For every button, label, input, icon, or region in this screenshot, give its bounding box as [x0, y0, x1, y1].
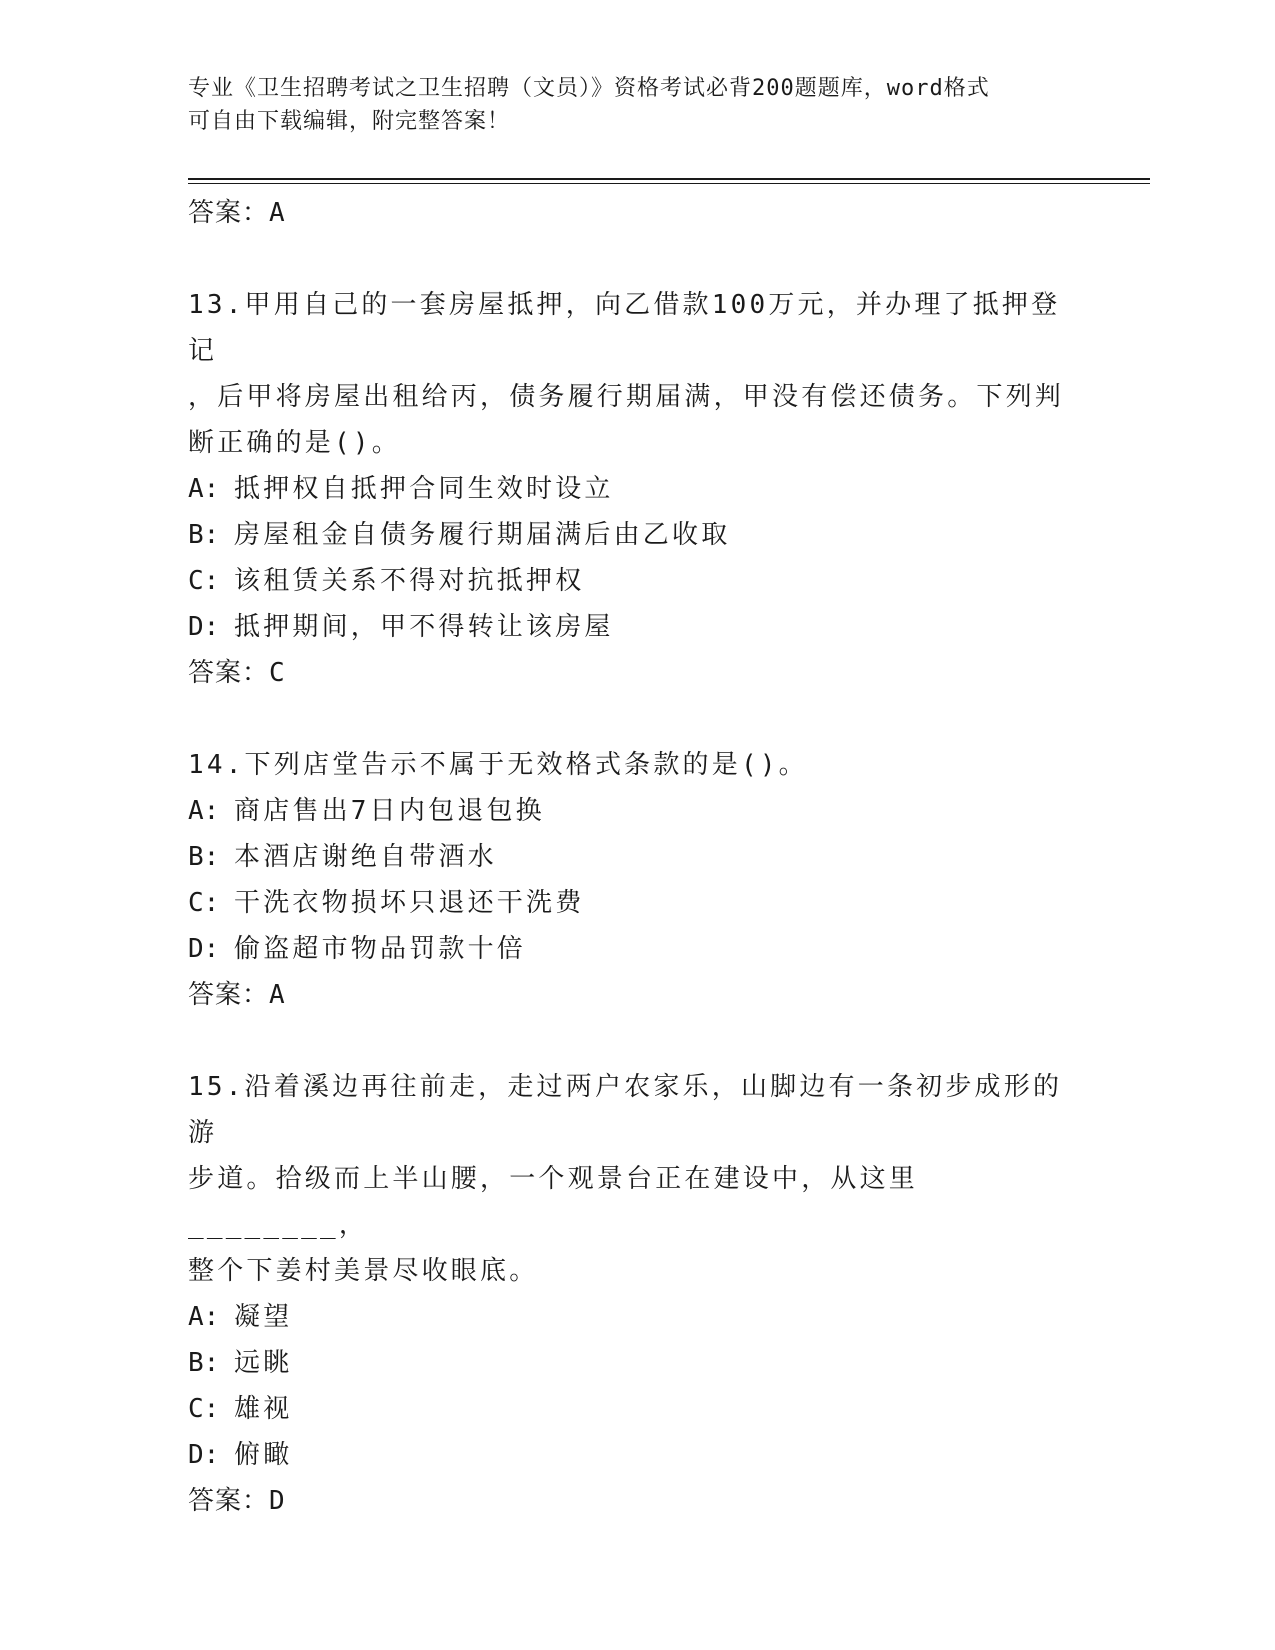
question-text-line: 15.沿着溪边再往前走，走过两户农家乐，山脚边有一条初步成形的游 [188, 1072, 1063, 1148]
question-15 [188, 1064, 1088, 1524]
option-text: 抵押权自抵押合同生效时设立 [234, 474, 614, 504]
option-letter: B: [188, 842, 220, 872]
answer-line: 答案：A [188, 980, 286, 1010]
option-text: 房屋租金自债务履行期届满后由乙收取 [234, 520, 731, 550]
option-d [188, 1432, 1088, 1478]
option-c [188, 1386, 1088, 1432]
question-list [188, 190, 1088, 1524]
option-a [188, 788, 1088, 834]
option-letter: C: [188, 1394, 220, 1424]
option-a [188, 1294, 1088, 1340]
question-text-line: ，后甲将房屋出租给丙，债务履行期届满，甲没有偿还债务。下列判 [188, 382, 1065, 412]
option-letter: D: [188, 1440, 220, 1470]
document-header [188, 72, 1088, 138]
option-letter: C: [188, 888, 220, 918]
option-c [188, 880, 1088, 926]
header-divider-thin [188, 183, 1150, 184]
option-text: 俯瞰 [234, 1440, 293, 1470]
answer-line: 答案：D [188, 1486, 286, 1516]
option-letter: A: [188, 796, 220, 826]
option-text: 远眺 [234, 1348, 293, 1378]
option-text: 商店售出7日内包退包换 [234, 796, 545, 826]
question-text-line: 步道。拾级而上半山腰，一个观景台正在建设中，从这里________， [188, 1164, 919, 1240]
option-letter: D: [188, 934, 220, 964]
option-letter: D: [188, 612, 220, 642]
answer-line: 答案：A [188, 198, 286, 228]
question-text-line: 断正确的是()。 [188, 428, 401, 458]
answer-line: 答案：C [188, 658, 286, 688]
question-text-line: 13.甲用自己的一套房屋抵押，向乙借款100万元，并办理了抵押登记 [188, 290, 1061, 366]
header-title-line-2: 可自由下载编辑，附完整答案！ [188, 109, 511, 134]
option-text: 偷盗超市物品罚款十倍 [234, 934, 527, 964]
option-b [188, 1340, 1088, 1386]
question-14 [188, 742, 1088, 1018]
option-text: 干洗衣物损坏只退还干洗费 [234, 888, 585, 918]
question-text-line: 整个下姜村美景尽收眼底。 [188, 1256, 539, 1286]
option-text: 雄视 [234, 1394, 293, 1424]
option-letter: B: [188, 1348, 220, 1378]
option-a [188, 466, 1088, 512]
option-d [188, 926, 1088, 972]
option-d [188, 604, 1088, 650]
option-letter: C: [188, 566, 220, 596]
option-text: 抵押期间，甲不得转让该房屋 [234, 612, 614, 642]
header-divider-thick [188, 178, 1150, 180]
option-b [188, 834, 1088, 880]
option-text: 凝望 [234, 1302, 293, 1332]
question-text-line: 14.下列店堂告示不属于无效格式条款的是()。 [188, 750, 808, 780]
option-text: 本酒店谢绝自带酒水 [234, 842, 497, 872]
header-title-line-1: 专业《卫生招聘考试之卫生招聘（文员）》资格考试必背200题题库，word格式 [188, 76, 990, 101]
option-c [188, 558, 1088, 604]
question-13 [188, 282, 1088, 696]
option-letter: A: [188, 1302, 220, 1332]
option-letter: B: [188, 520, 220, 550]
option-letter: A: [188, 474, 220, 504]
option-text: 该租赁关系不得对抗抵押权 [234, 566, 585, 596]
option-b [188, 512, 1088, 558]
